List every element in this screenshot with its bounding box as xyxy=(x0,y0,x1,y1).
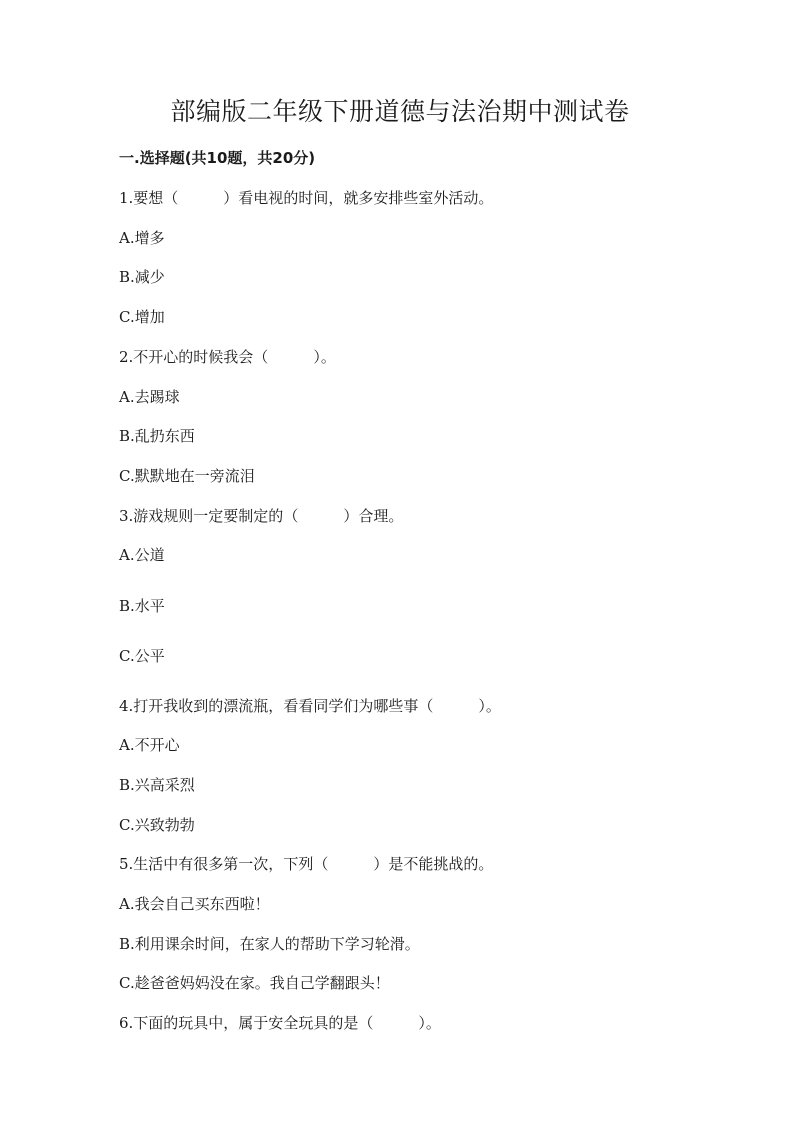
question-2-option-c: C.默默地在一旁流泪 xyxy=(119,467,255,485)
question-4-option-a: A.不开心 xyxy=(119,736,180,754)
question-2-option-a: A.去踢球 xyxy=(119,388,180,406)
question-4-option-c: C.兴致勃勃 xyxy=(119,816,195,834)
question-1-option-b: B.减少 xyxy=(119,268,165,286)
question-4-option-b: B.兴高采烈 xyxy=(119,776,195,794)
question-1-option-a: A.增多 xyxy=(119,229,165,247)
question-3-stem: 3.游戏规则一定要制定的（ ）合理。 xyxy=(119,507,404,525)
question-3-option-a: A.公道 xyxy=(119,546,165,564)
section-heading: 一.选择题(共10题，共20分) xyxy=(119,149,316,167)
question-2-stem: 2.不开心的时候我会（ ）。 xyxy=(119,348,336,366)
page-title: 部编版二年级下册道德与法治期中测试卷 xyxy=(170,97,630,126)
question-6-stem: 6.下面的玩具中，属于安全玩具的是（ ）。 xyxy=(119,1014,441,1032)
question-3-option-c: C.公平 xyxy=(119,647,165,665)
question-4-stem: 4.打开我收到的漂流瓶，看看同学们为哪些事（ ）。 xyxy=(119,697,501,715)
question-1-option-c: C.增加 xyxy=(119,308,165,326)
question-5-stem: 5.生活中有很多第一次，下列（ ）是不能挑战的。 xyxy=(119,855,494,873)
question-5-option-b: B.利用课余时间，在家人的帮助下学习轮滑。 xyxy=(119,935,420,953)
question-5-option-c: C.趁爸爸妈妈没在家。我自己学翻跟头！ xyxy=(119,974,390,992)
question-1-stem: 1.要想（ ）看电视的时间，就多安排些室外活动。 xyxy=(119,189,494,207)
question-3-option-b: B.水平 xyxy=(119,597,165,615)
question-5-option-a: A.我会自己买东西啦！ xyxy=(119,895,270,913)
question-2-option-b: B.乱扔东西 xyxy=(119,427,195,445)
